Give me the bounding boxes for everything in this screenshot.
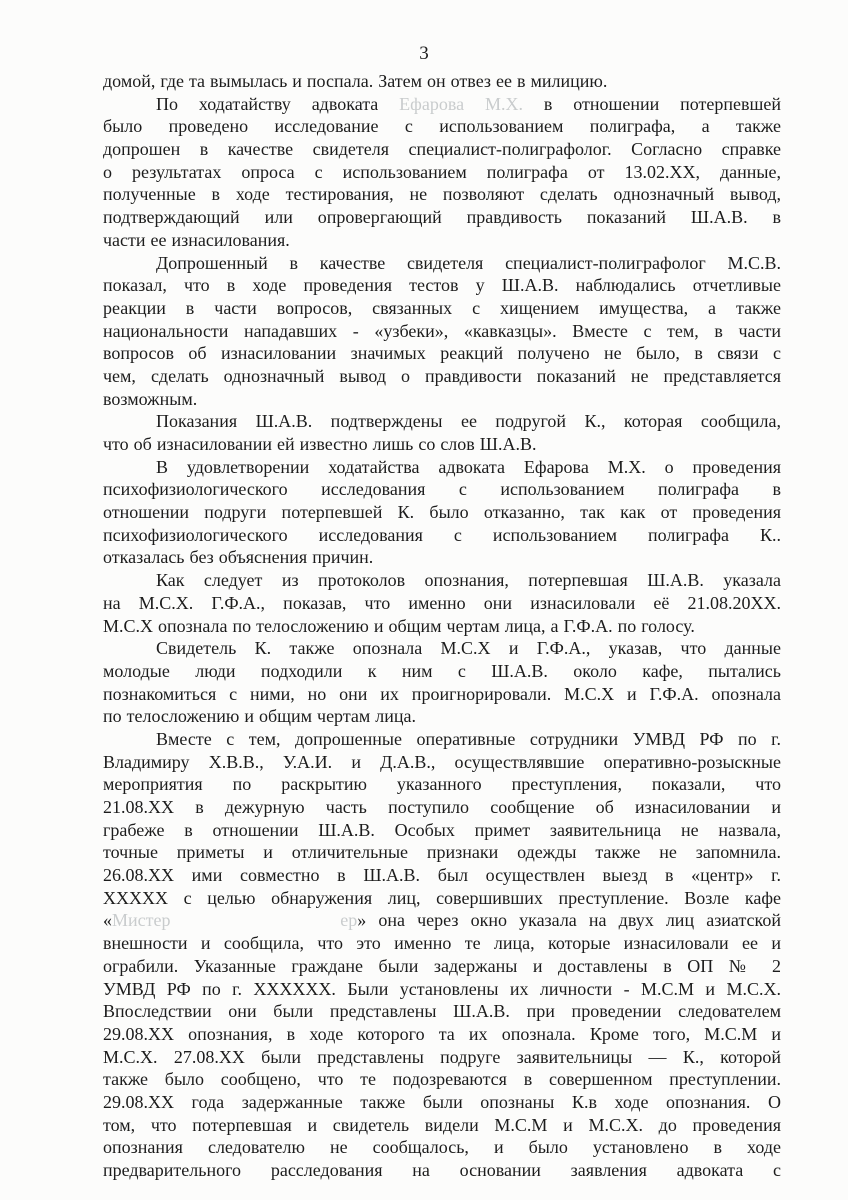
text-segment: 21.08.ХХ в дежурную часть поступило сообщение об изнасиловании и bbox=[103, 797, 781, 817]
text-segment: подтверждающий или опровергающий правдивость показаний Ш.А.В. в bbox=[103, 207, 781, 228]
text-segment: УМВД РФ по г. ХХХХХХ. Были установлены их личности - М.С.М и М.С.Х. bbox=[103, 978, 781, 999]
text-line bbox=[103, 1160, 781, 1183]
text-segment: Владимиру Х.В.В., У.А.И. и Д.А.В., осуществлявшие оперативно-розыскные bbox=[103, 751, 781, 772]
faded-redacted-text: Ефарова М.Х. bbox=[399, 93, 523, 114]
text-line bbox=[103, 706, 781, 729]
text-line bbox=[103, 389, 781, 412]
text-segment: полученные в ходе тестирования, не позволяют сделать однозначный вывод, bbox=[103, 184, 781, 205]
paragraph bbox=[103, 94, 781, 253]
faded-redacted-text: ер bbox=[340, 910, 358, 931]
text-segment: « bbox=[103, 910, 112, 931]
text-segment: также было сообщено, что те подозреваются в совершенном преступлении. bbox=[103, 1069, 781, 1090]
text-segment: мероприятия по раскрытию указанного преступления, показали, что bbox=[103, 774, 781, 795]
paragraph bbox=[103, 570, 781, 638]
text-line bbox=[103, 434, 781, 457]
text-line bbox=[103, 638, 781, 661]
text-segment: По ходатайству адвоката bbox=[156, 93, 400, 114]
paragraph bbox=[103, 253, 781, 412]
text-segment: национальности нападавших - «узбеки», «кавказцы». Вместе с тем, в части bbox=[103, 320, 781, 341]
text-segment: что об изнасиловании ей известно лишь со слов Ш.А.В. bbox=[103, 434, 537, 454]
text-segment: грабеже в отношении Ш.А.В. Особых примет заявительница не назвала, bbox=[103, 819, 781, 840]
paragraph bbox=[103, 71, 781, 94]
text-segment bbox=[170, 910, 340, 930]
text-segment: М.С.Х. 27.08.ХХ были представлены подруге заявительницы — К., которой bbox=[103, 1046, 781, 1067]
text-line bbox=[103, 321, 781, 344]
text-segment: ХХХХХ с целью обнаружения лиц, совершивших преступление. Возле кафе bbox=[103, 887, 781, 908]
text-segment: Как следует из протоколов опознания, потерпевшая Ш.А.В. указала bbox=[156, 570, 781, 591]
text-line bbox=[103, 411, 781, 434]
text-segment: о результатах опроса с использованием полиграфа от 13.02.ХХ, данные, bbox=[103, 161, 781, 182]
paragraph bbox=[103, 729, 781, 1183]
text-line bbox=[103, 888, 781, 911]
text-line bbox=[103, 616, 781, 639]
text-line bbox=[103, 661, 781, 684]
text-segment: познакомиться с ними, но они их проигнорировали. М.С.Х и Г.Ф.А. опознала bbox=[103, 683, 781, 704]
text-line bbox=[103, 752, 781, 775]
text-segment: 29.08.ХХ года задержанные также были опознаны К.в ходе опознания. О bbox=[103, 1091, 781, 1112]
text-segment: опознания следователю не сообщалось, и было установлено в ходе bbox=[103, 1137, 781, 1158]
text-segment: В удовлетворении ходатайства адвоката Ефарова М.Х. о проведения bbox=[156, 456, 781, 477]
text-segment: Вместе с тем, допрошенные оперативные сотрудники УМВД РФ по г. bbox=[156, 728, 781, 749]
text-line bbox=[103, 865, 781, 888]
text-segment: точные приметы и отличительные признаки одежды также не запомнила. bbox=[103, 842, 781, 863]
text-line bbox=[103, 525, 781, 548]
text-line bbox=[103, 547, 781, 570]
paragraph bbox=[103, 457, 781, 570]
text-segment: внешности и сообщила, что это именно те лица, которые изнасиловали ее и bbox=[103, 933, 781, 954]
page-number: 3 bbox=[419, 43, 429, 64]
text-line bbox=[103, 797, 781, 820]
text-segment: 29.08.ХХ опознания, в ходе которого та их опознала. Кроме того, М.С.М и bbox=[103, 1023, 781, 1044]
text-segment: части ее изнасилования. bbox=[103, 229, 290, 250]
text-line bbox=[103, 230, 781, 253]
text-line bbox=[103, 774, 781, 797]
text-segment: по телосложению и общим чертам лица. bbox=[103, 706, 417, 727]
text-segment: отношении подруги потерпевшей К. было отказанно, так как от проведения bbox=[103, 502, 781, 523]
text-line bbox=[103, 570, 781, 593]
text-line bbox=[103, 684, 781, 707]
text-line bbox=[103, 139, 781, 162]
text-segment: психофизиологического исследования с использованием полиграфа К.. bbox=[103, 524, 781, 545]
text-line bbox=[103, 593, 781, 616]
text-line bbox=[103, 253, 781, 276]
text-segment: домой, где та вымылась и поспала. Затем он отвез ее в милицию. bbox=[103, 71, 608, 91]
text-segment: на М.С.Х. Г.Ф.А., показав, что именно они изнасиловали её 21.08.20ХХ. bbox=[103, 592, 781, 613]
text-line bbox=[103, 457, 781, 480]
text-line bbox=[103, 1001, 781, 1024]
text-line bbox=[103, 1137, 781, 1160]
text-segment: возможным. bbox=[103, 388, 198, 409]
text-line bbox=[103, 162, 781, 185]
text-line bbox=[103, 1092, 781, 1115]
text-line bbox=[103, 502, 781, 525]
text-segment: вопросов об изнасиловании значимых реакций получено не было, в связи с bbox=[103, 343, 781, 364]
text-line bbox=[103, 842, 781, 865]
text-line bbox=[103, 1047, 781, 1070]
document-body bbox=[103, 71, 781, 1183]
text-segment: Свидетель К. также опознала М.С.Х и Г.Ф.А., указав, что данные bbox=[156, 638, 781, 659]
text-segment: том, что потерпевшая и свидетель видели М.С.М и М.С.Х. до проведения bbox=[103, 1114, 781, 1135]
text-line bbox=[103, 956, 781, 979]
text-line bbox=[103, 94, 781, 117]
text-segment: допрошен в качестве свидетеля специалист-полиграфолог. Согласно справке bbox=[103, 139, 781, 160]
text-line bbox=[103, 1069, 781, 1092]
text-line bbox=[103, 820, 781, 843]
text-segment: ограбили. Указанные граждане были задержаны и доставлены в ОП № 2 bbox=[103, 955, 781, 976]
text-line bbox=[103, 479, 781, 502]
text-line bbox=[103, 979, 781, 1002]
text-segment: в отношении потерпевшей bbox=[522, 93, 781, 114]
text-segment: чем, сделать однозначный вывод о правдивости показаний не представляется bbox=[103, 365, 781, 386]
text-line bbox=[103, 343, 781, 366]
text-segment: 26.08.ХХ ими совместно в Ш.А.В. был осуществлен выезд в «центр» г. bbox=[103, 865, 781, 886]
text-segment: было проведено исследование с использованием полиграфа, а также bbox=[103, 116, 781, 137]
text-segment: молодые люди подходили к ним с Ш.А.В. около кафе, пытались bbox=[103, 660, 781, 681]
text-line bbox=[103, 275, 781, 298]
text-segment: показал, что в ходе проведения тестов у Ш.А.В. наблюдались отчетливые bbox=[103, 275, 781, 296]
text-segment: М.С.Х опознала по телосложению и общим чертам лица, а Г.Ф.А. по голосу. bbox=[103, 615, 695, 636]
text-line bbox=[103, 184, 781, 207]
text-segment: отказалась без объяснения причин. bbox=[103, 547, 374, 568]
text-line bbox=[103, 366, 781, 389]
text-line bbox=[103, 910, 781, 933]
text-line bbox=[103, 116, 781, 139]
text-line bbox=[103, 298, 781, 321]
text-segment: реакции в части вопросов, связанных с хищением имущества, а также bbox=[103, 297, 781, 318]
paragraph bbox=[103, 638, 781, 729]
text-segment: Допрошенный в качестве свидетеля специалист-полиграфолог М.С.В. bbox=[156, 252, 781, 273]
text-line bbox=[103, 1115, 781, 1138]
text-line bbox=[103, 729, 781, 752]
text-segment: психофизиологического исследования с использованием полиграфа в bbox=[103, 479, 781, 500]
text-line bbox=[103, 71, 781, 94]
text-line bbox=[103, 1024, 781, 1047]
text-segment: предварительного расследования на основании заявления адвоката с bbox=[103, 1160, 781, 1180]
paragraph bbox=[103, 411, 781, 456]
faded-redacted-text: Мистер bbox=[112, 910, 171, 931]
text-line bbox=[103, 207, 781, 230]
text-segment: Показания Ш.А.В. подтверждены ее подругой К., которая сообщила, bbox=[156, 411, 781, 432]
text-line bbox=[103, 933, 781, 956]
text-segment: » она через окно указала на двух лиц азиатской bbox=[357, 910, 781, 931]
text-segment: Впоследствии они были представлены Ш.А.В. при проведении следователем bbox=[103, 1001, 781, 1022]
